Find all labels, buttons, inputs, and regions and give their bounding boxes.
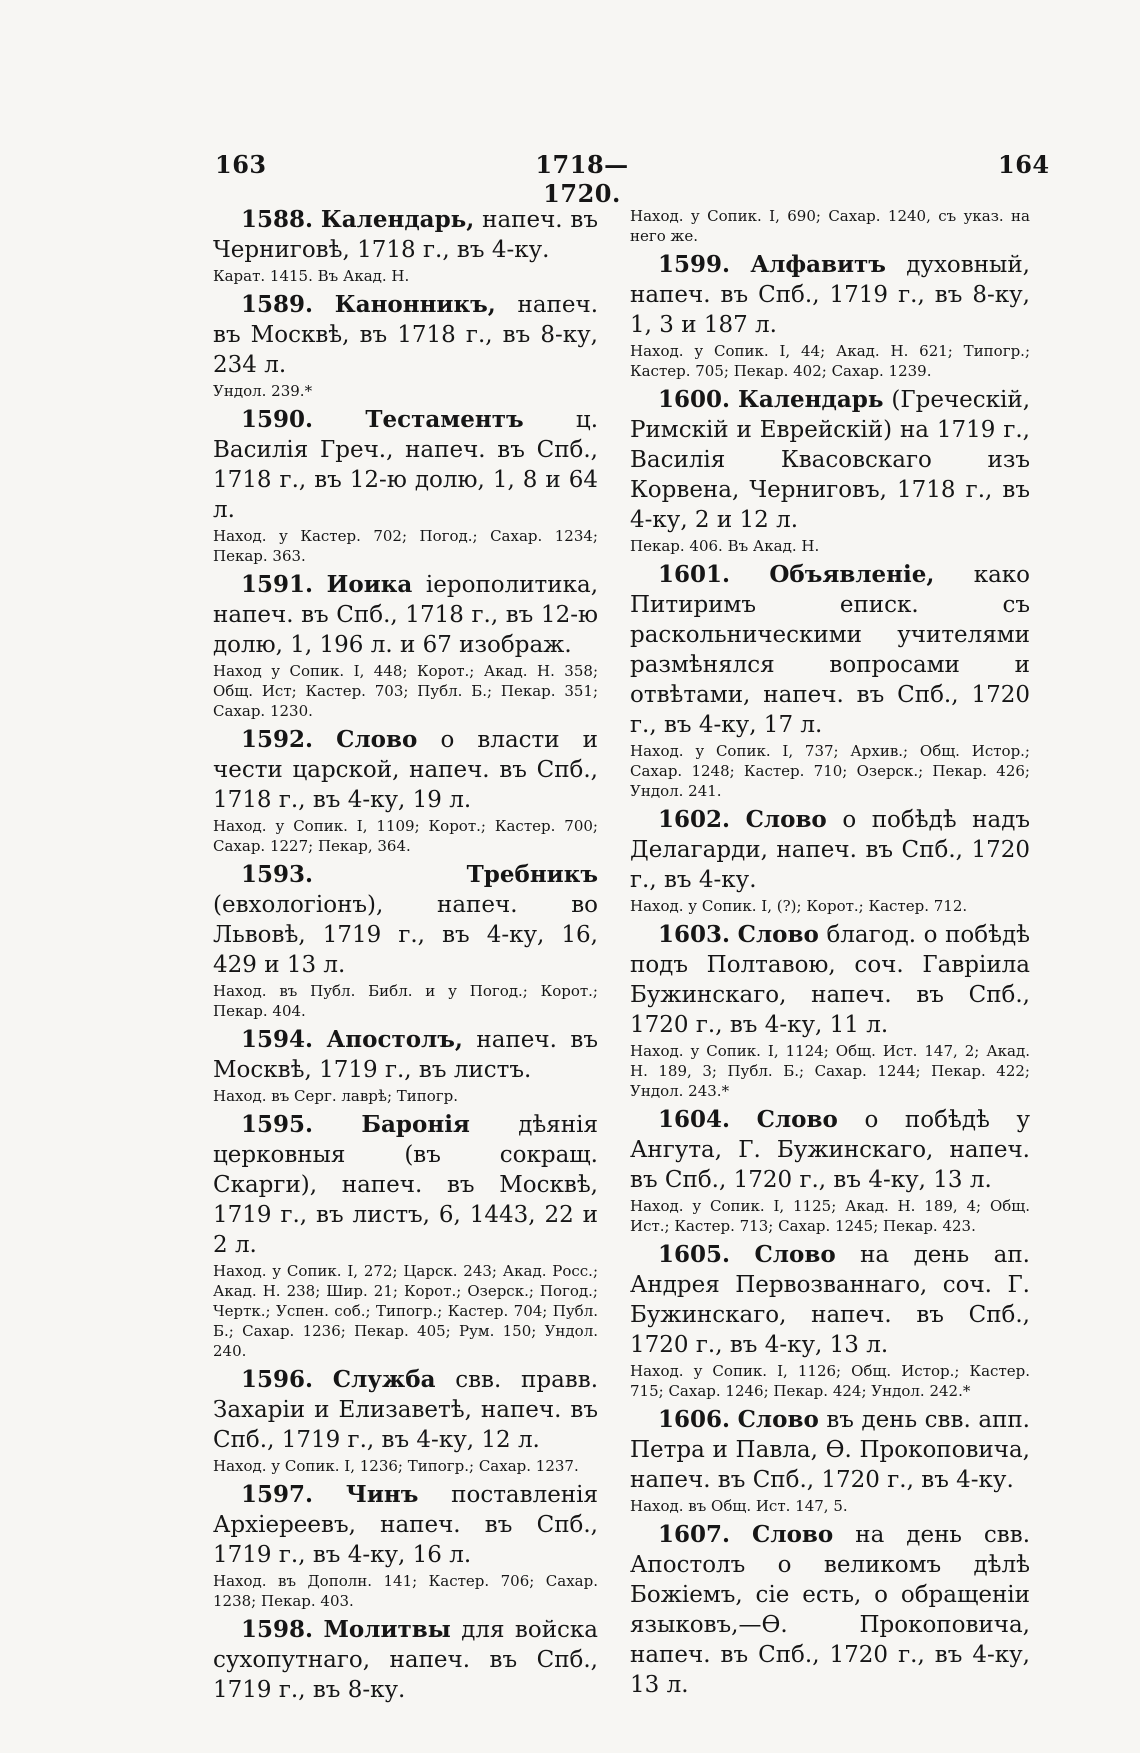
entry-body: [213, 570, 598, 660]
entry-text: (Греческій, Римскій и Еврейскій) на 1719 г., Василія Квасовскаго изъ Корвена, Черниговъ, 1718 г., въ 4-ку, 2 и 12 л.: [630, 387, 1031, 533]
catalog-entry: [213, 290, 598, 401]
catalog-entry: [213, 570, 598, 721]
entry-number: 1597.: [241, 1481, 314, 1508]
entry-title: Объявленіе,: [769, 561, 935, 588]
entry-number: 1593.: [241, 861, 314, 888]
entry-number: 1607.: [658, 1521, 731, 1548]
entry-title: Чинъ: [345, 1481, 419, 1508]
catalog-entry: [630, 805, 1030, 916]
entry-body: [213, 725, 598, 815]
entry-body: [213, 1025, 598, 1085]
entry-title: Требникъ: [466, 861, 598, 888]
entry-title: Баронія: [361, 1111, 470, 1138]
entry-title: Служба: [332, 1366, 436, 1393]
right-page-number: 164: [998, 150, 1050, 179]
entry-note: Наход. у Сопик. I, 1125; Акад. Н. 189, 4; Общ. Ист.; Кастер. 713; Сахар. 1245; Пекар. 423.: [630, 1197, 1030, 1235]
entry-body: [630, 1105, 1030, 1195]
catalog-entry: [630, 250, 1030, 381]
entry-title: Апостолъ,: [326, 1026, 463, 1053]
entry-number: 1603.: [658, 921, 731, 948]
entry-note: Наход. у Сопик. I, 1236; Типогр.; Сахар. 1237.: [213, 1457, 579, 1475]
entry-number: 1596.: [241, 1366, 314, 1393]
catalog-entry: [213, 1365, 598, 1476]
entry-text: для войска сухопутнаго, напеч. въ Спб., 1719 г., въ 8-ку.: [213, 1617, 598, 1703]
entry-note: Карат. 1415. Въ Акад. Н.: [213, 267, 410, 285]
entry-note: Наход. у Сопик. I, 272; Царск. 243; Акад. Росс.; Акад. Н. 238; Шир. 21; Корот.; Озерск.; Погод.; Чертк.; Успен. соб.; Типогр.; Кастер. 704; Публ. Б.; Сахар. 1236; Пекар. 405; Рум. 150; Ундол. 240.: [213, 1262, 598, 1360]
entry-note: Наход. у Кастер. 702; Погод.; Сахар. 1234; Пекар. 363.: [213, 527, 598, 565]
entry-body: [213, 405, 598, 525]
entry-number: 1592.: [241, 726, 314, 753]
entry-note: Наход. у Сопик. I, (?); Корот.; Кастер. 712.: [630, 897, 968, 915]
entry-number: 1591.: [241, 571, 314, 598]
entry-note: Наход. у Сопик. I, 737; Архив.; Общ. Истор.; Сахар. 1248; Кастер. 710; Озерск.; Пекар. 426; Ундол. 241.: [630, 742, 1030, 800]
entry-text: напеч. въ Москвѣ, 1719 г., въ листъ.: [213, 1027, 598, 1083]
catalog-entry: [630, 920, 1030, 1101]
entry-number: 1589.: [241, 291, 314, 318]
continuation-entry: [630, 206, 1030, 246]
catalog-entry: [213, 1110, 598, 1361]
entry-body: [630, 560, 1030, 740]
entry-body: [630, 250, 1030, 340]
left-page-number: 163: [215, 150, 267, 179]
entry-note: Наход. у Сопик. I, 690; Сахар. 1240, съ указ. на него же.: [630, 207, 1030, 245]
entry-number: 1606.: [658, 1406, 731, 1433]
catalog-entry: [213, 725, 598, 856]
left-column: [213, 205, 598, 1709]
entry-note: Наход у Сопик. I, 448; Корот.; Акад. Н. 358; Общ. Ист; Кастер. 703; Публ. Б.; Пекар. 351; Сахар. 1230.: [213, 662, 598, 720]
entry-body: [213, 290, 598, 380]
entry-number: 1590.: [241, 406, 314, 433]
entry-number: 1604.: [658, 1106, 731, 1133]
entry-text: въ день свв. апп. Петра и Павла, Ѳ. Прокоповича, напеч. въ Спб., 1720 г., въ 4-ку.: [630, 1407, 1030, 1493]
entry-number: 1600.: [658, 386, 731, 413]
entry-number: 1598.: [241, 1616, 314, 1643]
entry-body: [630, 385, 1030, 535]
entry-text: на день свв. Апостолъ о великомъ дѣлѣ Божіемъ, сіе есть, о обращеніи языковъ,—Ѳ. Прокоповича, напеч. въ Спб., 1720 г., въ 4-ку, 13 л.: [630, 1522, 1031, 1698]
entry-note: Наход. у Сопик. I, 1126; Общ. Истор.; Кастер. 715; Сахар. 1246; Пекар. 424; Ундол. 242.*: [630, 1362, 1030, 1400]
catalog-entry: [630, 1520, 1030, 1700]
entry-text: напеч. въ Черниговѣ, 1718 г., въ 4-ку.: [213, 207, 598, 263]
entry-body: [213, 1110, 598, 1260]
entry-note: Ундол. 239.*: [213, 382, 313, 400]
entry-body: [213, 1480, 598, 1570]
entry-note: Наход. въ Публ. Библ. и у Погод.; Корот.; Пекар. 404.: [213, 982, 598, 1020]
entry-title: Слово: [336, 726, 418, 753]
entry-body: [630, 920, 1030, 1040]
entry-number: 1605.: [658, 1241, 731, 1268]
catalog-entry: [630, 1105, 1030, 1236]
entry-note: Наход. въ Дополн. 141; Кастер. 706; Сахар. 1238; Пекар. 403.: [213, 1572, 598, 1610]
entry-title: Алфавитъ: [750, 251, 886, 278]
entry-text: (евхологіонъ), напеч. во Львовѣ, 1719 г., въ 4-ку, 16, 429 и 13 л.: [213, 892, 598, 978]
entry-number: 1588.: [241, 206, 314, 233]
entry-text: о власти и чести царской, напеч. въ Спб., 1718 г., въ 4-ку, 19 л.: [213, 727, 599, 813]
running-head-years: 1718—1720.: [535, 150, 629, 208]
entry-text: іерополитика, напеч. въ Спб., 1718 г., въ 12-ю долю, 1, 196 л. и 67 изображ.: [213, 572, 599, 658]
entry-text: поставленія Архіереевъ, напеч. въ Спб., 1719 г., въ 4-ку, 16 л.: [213, 1482, 599, 1568]
entry-note: Наход. у Сопик. I, 1109; Корот.; Кастер. 700; Сахар. 1227; Пекар, 364.: [213, 817, 598, 855]
entry-body: [630, 1520, 1030, 1700]
entry-number: 1602.: [658, 806, 731, 833]
catalog-entry: [213, 1615, 598, 1705]
entry-text: о побѣдѣ у Ангута, Г. Бужинскаго, напеч. въ Спб., 1720 г., въ 4-ку, 13 л.: [630, 1107, 1031, 1193]
entry-note: Наход. въ Общ. Ист. 147, 5.: [630, 1497, 848, 1515]
entry-text: на день ап. Андрея Первозваннаго, соч. Г. Бужинскаго, напеч. въ Спб., 1720 г., въ 4-ку, 13 л.: [630, 1242, 1030, 1358]
entry-body: [630, 1405, 1030, 1495]
entry-title: Слово: [737, 1406, 819, 1433]
entry-number: 1594.: [241, 1026, 314, 1053]
catalog-entry: [213, 860, 598, 1021]
entry-text: дѣянія церковныя (въ сокращ. Скарги), напеч. въ Москвѣ, 1719 г., въ листъ, 6, 1443, 22 и 2 л.: [213, 1112, 599, 1258]
entry-title: Слово: [754, 1241, 836, 1268]
entry-title: Иоика: [326, 571, 413, 598]
entry-body: [630, 1240, 1030, 1360]
entry-title: Слово: [752, 1521, 834, 1548]
entry-title: Тестаментъ: [365, 406, 524, 433]
entry-note: Наход. у Сопик. I, 44; Акад. Н. 621; Типогр.; Кастер. 705; Пекар. 402; Сахар. 1239.: [630, 342, 1030, 380]
entry-text: како Питиримъ еписк. съ раскольническими учителями размѣнялся вопросами и отвѣтами, напеч. въ Спб., 1720 г., въ 4-ку, 17 л.: [630, 562, 1030, 738]
entry-note: Наход. у Сопик. I, 1124; Общ. Ист. 147, 2; Акад. Н. 189, 3; Публ. Б.; Сахар. 1244; Пекар. 422; Ундол. 243.*: [630, 1042, 1030, 1100]
entry-body: [630, 805, 1030, 895]
catalog-entry: [630, 385, 1030, 556]
entry-title: Календарь: [738, 386, 884, 413]
entry-text: благод. о побѣдѣ подъ Полтавою, соч. Гавріила Бужинскаго, напеч. въ Спб., 1720 г., въ 4-ку, 11 л.: [630, 922, 1031, 1038]
catalog-entry: [213, 1480, 598, 1611]
catalog-entry: [630, 560, 1030, 801]
entry-number: 1601.: [658, 561, 731, 588]
entry-title: Слово: [737, 921, 819, 948]
entry-body: [213, 1615, 598, 1705]
entry-text: свв. правв. Захаріи и Елизаветѣ, напеч. въ Спб., 1719 г., въ 4-ку, 12 л.: [213, 1367, 599, 1453]
entry-text: духовный, напеч. въ Спб., 1719 г., въ 8-ку, 1, 3 и 187 л.: [630, 252, 1030, 338]
entry-note: Наход. въ Серг. лаврѣ; Типогр.: [213, 1087, 459, 1105]
entry-body: [213, 860, 598, 980]
catalog-entry: [630, 1405, 1030, 1516]
entry-title: Слово: [745, 806, 827, 833]
entry-title: Слово: [756, 1106, 838, 1133]
entry-title: Молитвы: [323, 1616, 451, 1643]
right-column: [630, 205, 1030, 1704]
catalog-entry: [630, 1240, 1030, 1401]
entry-text: ц. Василія Греч., напеч. въ Спб., 1718 г., въ 12-ю долю, 1, 8 и 64 л.: [213, 407, 599, 523]
entry-number: 1599.: [658, 251, 731, 278]
entry-title: Календарь,: [320, 206, 475, 233]
catalog-entry: [213, 205, 598, 286]
entry-body: [213, 1365, 598, 1455]
entry-body: [213, 205, 598, 265]
entry-note: Пекар. 406. Въ Акад. Н.: [630, 537, 820, 555]
catalog-entry: [213, 405, 598, 566]
entry-text: напеч. въ Москвѣ, въ 1718 г., въ 8-ку, 234 л.: [213, 292, 598, 378]
entry-number: 1595.: [241, 1111, 314, 1138]
entry-text: о побѣдѣ надъ Делагарди, напеч. въ Спб., 1720 г., въ 4-ку.: [630, 807, 1031, 893]
catalog-entry: [213, 1025, 598, 1106]
entry-title: Канонникъ,: [334, 291, 496, 318]
